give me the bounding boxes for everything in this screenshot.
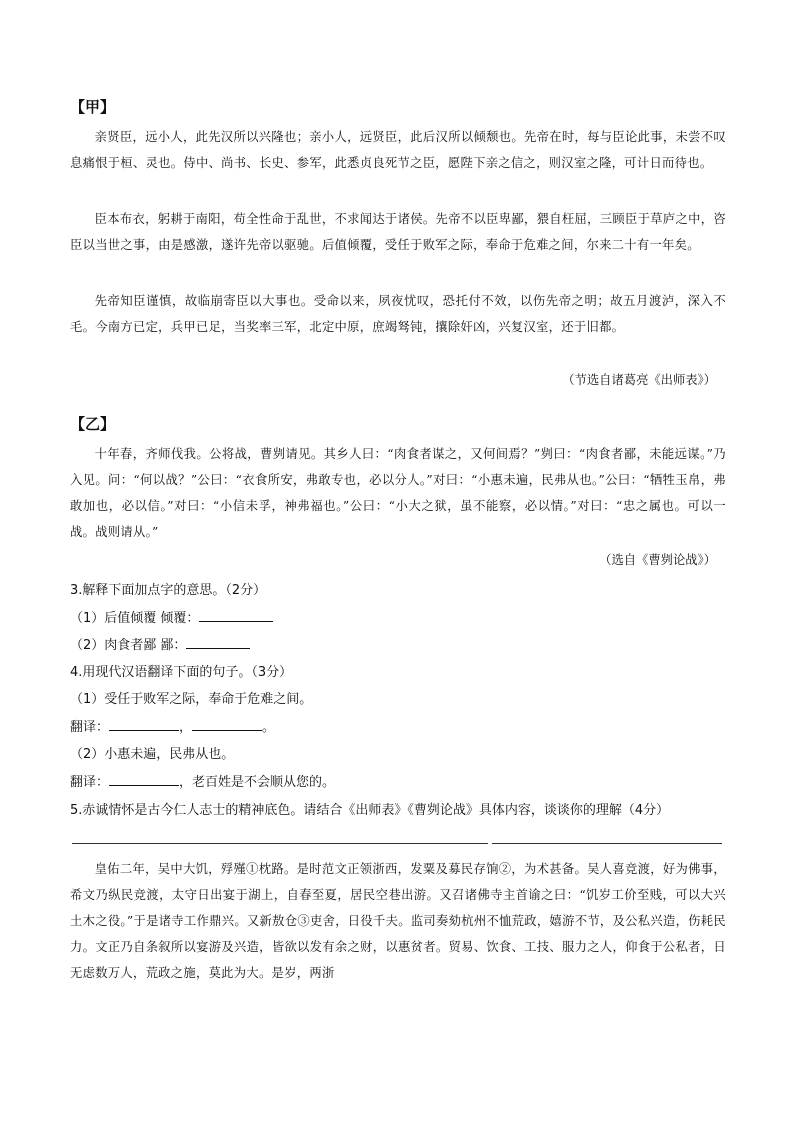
translate-label: 翻译： xyxy=(70,720,110,735)
question-4-1: （1）受任于败军之际，奉命于危难之间。 xyxy=(70,692,313,707)
jia-source: （节选自诸葛亮《出师表》） xyxy=(562,373,716,387)
question-4: 4.用现代汉语翻译下面的句子。（3分） xyxy=(70,665,293,680)
question-5: 5.赤诚情怀是古今仁人志士的精神底色。请结合《出师表》《曹刿论战》具体内容，谈谈你的理解（4分） xyxy=(70,803,670,818)
question-3-2-text: （2）肉食者鄙 鄙： xyxy=(70,638,187,653)
question-4-1-answer xyxy=(70,715,275,741)
answer-blank-4-1a[interactable] xyxy=(109,716,179,731)
jia-paragraph-1: 亲贤臣，远小人，此先汉所以兴隆也；亲小人，远贤臣，此后汉所以倾颓也。先帝在时，每与臣论此事，未尝不叹息痛恨于桓、灵也。侍中、尚书、长史、参军，此悉贞良死节之臣，愿陛下亲之信之，则汉室之隆，可计日而待也。 xyxy=(70,130,726,170)
jia-paragraph-2: 臣本布衣，躬耕于南阳，苟全性命于乱世，不求闻达于诸侯。先帝不以臣卑鄙，猥自枉屈，三顾臣于草庐之中，咨臣以当世之事，由是感激，遂许先帝以驱驰。后值倾覆，受任于败军之际，奉命于危难之间，尔来二十有一年矣。 xyxy=(70,212,726,252)
answer-rest-4-2: ，老百姓是不会顺从您的。 xyxy=(179,775,336,790)
jia-paragraph-3: 先帝知臣谨慎，故临崩寄臣以大事也。受命以来，夙夜忧叹，恐托付不效，以伤先帝之明；故五月渡泸，深入不毛。今南方已定，兵甲已足，当奖率三军，北定中原，庶竭驽钝，攘除奸凶，兴复汉室，还于旧都。 xyxy=(70,294,726,334)
line-gap xyxy=(488,840,492,846)
answer-line-5[interactable] xyxy=(72,843,722,844)
question-3-2 xyxy=(70,633,250,659)
yi-paragraph-1: 十年春，齐师伐我。公将战，曹刿请见。其乡人曰：“肉食者谋之，又何间焉？”刿曰：“肉食者鄙，未能远谋。”乃入见。问：“何以战？”公曰：“衣食所安，弗敢专也，必以分人。”对曰：“小惠未遍，民弗从也。”公曰：“牺牲玉帛，弗敢加也，必以信。”对曰：“小信未孚，神弗福也。”公曰：“小大之狱，虽不能察，必以情。”对曰：“忠之属也。可以一战。战则请从。” xyxy=(70,447,726,539)
period: 。 xyxy=(262,720,276,735)
bing-paragraph-1: 皇佑二年，吴中大饥，殍殣①枕路。是时范文正领浙西，发粟及募民存饷②，为术甚备。吴人喜竞渡，好为佛事，希文乃纵民竞渡，太守日出宴于湖上，自春至夏，居民空巷出游。又召诸佛寺主首谕之曰：“饥岁工价至贱，可以大兴土木之役。”于是诸寺工作鼎兴。又新敖仓③吏舍，日役千夫。监司奏劾杭州不恤荒政，嬉游不节，及公私兴造，伤耗民力。文正乃自条叙所以宴游及兴造，皆欲以发有余之财，以惠贫者。贸易、饮食、工技、服力之人，仰食于公私者，日无虑数万人，荒政之施，莫此为大。是岁，两浙 xyxy=(70,862,726,980)
translate-label: 翻译： xyxy=(70,775,110,790)
question-3-1-text: （1）后值倾覆 倾覆： xyxy=(70,611,200,626)
question-3-1 xyxy=(70,606,273,632)
question-3: 3.解释下面加点字的意思。（2分） xyxy=(70,583,267,598)
question-4-2-answer xyxy=(70,770,335,796)
answer-blank-4-1b[interactable] xyxy=(192,716,262,731)
question-4-2: （2）小惠未遍，民弗从也。 xyxy=(70,747,235,762)
section-yi-heading: 【乙】 xyxy=(70,415,116,433)
comma: ， xyxy=(179,720,193,735)
answer-blank-3-2[interactable] xyxy=(186,634,250,649)
section-jia-heading: 【甲】 xyxy=(70,98,116,116)
yi-source: （选自《曹刿论战》） xyxy=(599,553,716,567)
answer-blank-4-2[interactable] xyxy=(109,771,179,786)
answer-blank-3-1[interactable] xyxy=(199,607,273,622)
